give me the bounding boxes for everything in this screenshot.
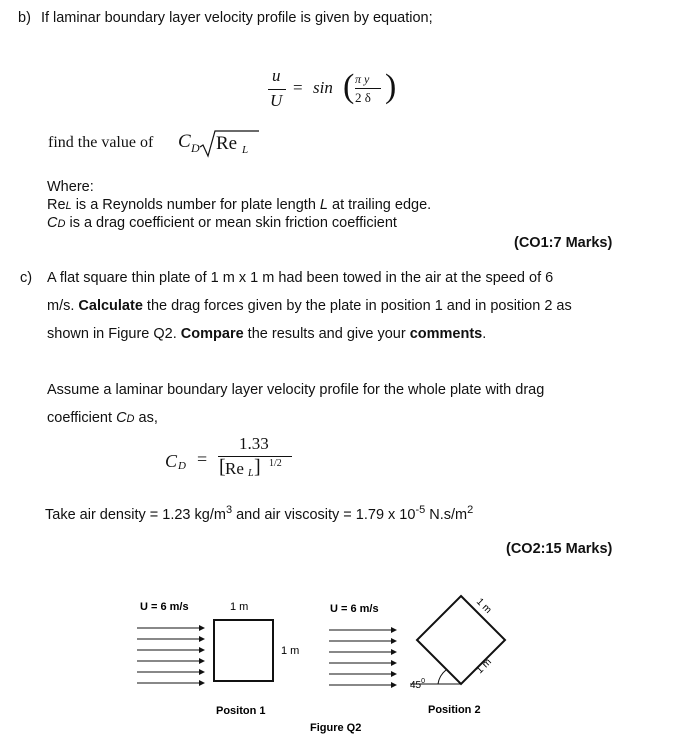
line3-a: shown in Figure Q2.: [47, 326, 181, 342]
assume-2a: coefficient: [47, 410, 117, 426]
find-c-sub: D: [191, 141, 200, 155]
part-b-label: b): [18, 10, 31, 26]
line3-compare: Compare: [180, 326, 244, 342]
assume-line-1: Assume a laminar boundary layer velocity profile for the whole plate with drag: [47, 382, 545, 398]
where-line-re: [47, 197, 431, 213]
angle-degree: 0: [421, 678, 426, 685]
eq-numerator-u: u: [272, 66, 281, 85]
eq-sin: sin: [313, 78, 333, 97]
cd-bracket-left: [: [219, 456, 226, 478]
cd-equals: =: [197, 449, 208, 469]
cd-lhs: C: [165, 451, 178, 471]
angle-label: [410, 678, 425, 691]
assume-2c: as,: [134, 410, 158, 426]
line2-c: the drag forces given by the plate in position 1 and in position 2 as: [142, 298, 572, 314]
eq-inner-bar: [355, 88, 381, 89]
angle-value: 45: [410, 680, 422, 691]
where-line-cd: [47, 215, 397, 231]
diag-length-right: 1 m: [474, 656, 494, 677]
where-cd-sym: C: [47, 215, 58, 231]
drag-coefficient-equation: [165, 434, 305, 484]
part-b-heading: [18, 10, 433, 26]
plate-length-top: 1 m: [230, 601, 249, 613]
plate-position-1: [214, 620, 273, 681]
where-label: Where:: [47, 179, 94, 195]
find-expression: [178, 128, 288, 158]
line3-comments: comments: [409, 326, 483, 342]
density-a: Take air density = 1.23 kg/m: [45, 506, 226, 523]
find-text: find the value of: [48, 134, 154, 151]
density-b: and air viscosity = 1.79 x 10: [232, 506, 416, 523]
density-c: N.s/m: [425, 506, 468, 523]
eq-paren-left: (: [343, 68, 355, 105]
part-c-line-1: A flat square thin plate of 1 m x 1 m had been towed in the air at the speed of 6: [47, 270, 554, 286]
line3-c: the results and give your: [243, 326, 410, 342]
position-2-label: Position 2: [428, 704, 481, 716]
velocity-label-2: U = 6 m/s: [330, 603, 379, 615]
where-cd-sub: D: [57, 218, 66, 230]
where-re-sub: L: [65, 200, 72, 212]
density-sup: 3: [225, 504, 233, 516]
line2-a: m/s.: [47, 298, 79, 314]
figure-q2: [0, 590, 684, 737]
air-properties: [45, 504, 473, 523]
eq-inner-numerator: π y: [355, 72, 370, 86]
part-b-intro: If laminar boundary layer velocity profile is given by equation;: [40, 10, 433, 26]
part-c-line-2: [47, 292, 572, 320]
part-c-marks: (CO2:15 Marks): [506, 541, 613, 557]
cd-den-re: Re: [225, 459, 244, 478]
where-re-tail: at trailing edge.: [328, 197, 432, 213]
line2-calculate: Calculate: [78, 298, 143, 314]
cd-numerator: 1.33: [239, 434, 269, 453]
viscosity-exp: -5: [415, 504, 426, 516]
find-c: C: [178, 131, 191, 152]
find-re-sub: L: [242, 144, 249, 156]
velocity-profile-equation: [258, 66, 418, 122]
cd-exponent: 1/2: [269, 458, 282, 469]
velocity-label-1: U = 6 m/s: [140, 601, 189, 613]
assume-cd-sym: C: [116, 410, 127, 426]
cd-bracket-right: ]: [254, 456, 261, 478]
line3-e: .: [482, 326, 487, 342]
density-sup3: 2: [467, 504, 474, 516]
assume-cd-sub: D: [126, 413, 135, 425]
diag-length-top: 1 m: [473, 596, 494, 616]
cd-lhs-sub: D: [178, 460, 186, 472]
figure-caption: Figure Q2: [310, 722, 362, 734]
part-b-marks: (CO1:7 Marks): [514, 235, 613, 251]
flow-arrows-1: [137, 628, 204, 683]
angle-arc: [438, 670, 446, 684]
position-1-label: Positon 1: [216, 705, 266, 717]
plate-length-side: 1 m: [281, 645, 300, 657]
part-c-label: c): [20, 270, 33, 286]
where-re-sym: Re: [47, 197, 66, 213]
eq-paren-right: ): [385, 68, 397, 105]
where-re-text: is a Reynolds number for plate length: [71, 197, 320, 213]
where-cd-text: is a drag coefficient or mean skin friction coefficient: [65, 215, 397, 231]
eq-equals: =: [293, 78, 303, 97]
cd-den-sub: L: [248, 468, 254, 479]
assume-line-2: [47, 404, 158, 433]
where-re-italic: L: [319, 197, 328, 213]
eq-denominator-U: U: [270, 91, 283, 110]
flow-arrows-2: [329, 630, 396, 685]
find-re: Re: [216, 133, 238, 154]
part-c-line-3: [47, 320, 486, 348]
eq-fraction-bar: [268, 89, 286, 90]
eq-inner-denominator: 2 δ: [355, 90, 371, 105]
